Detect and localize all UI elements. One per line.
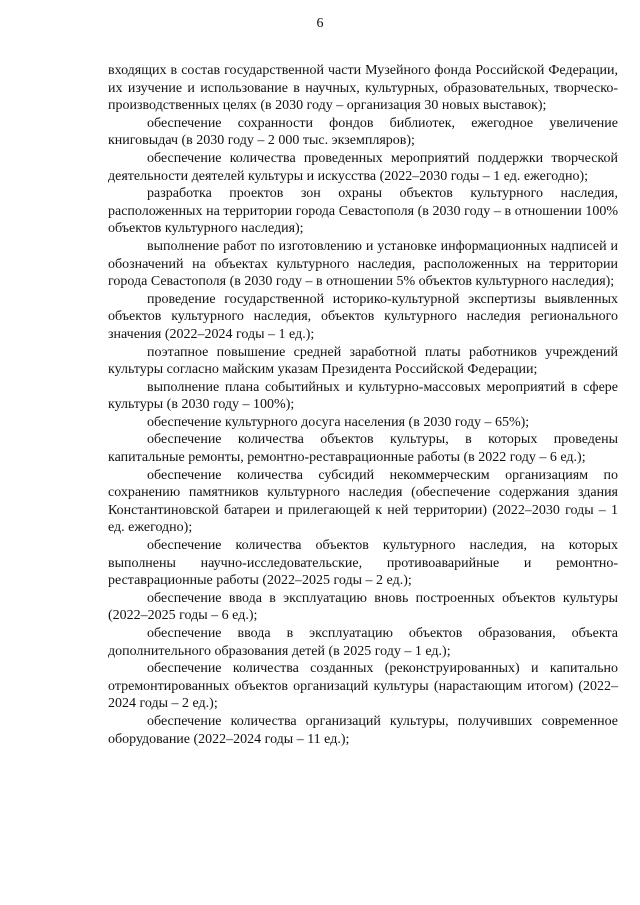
paragraph: обеспечение количества проведенных мероприятий поддержки творческой деятельности деятелей культуры и искусства (2022–2030 годы – 1 ед. ежегодно); (108, 150, 618, 184)
paragraph: поэтапное повышение средней заработной платы работников учреждений культуры согласно майским указам Президента Российской Федерации; (108, 344, 618, 378)
paragraph: обеспечение количества объектов культурного наследия, на которых выполнены научно-исследовательские, противоаварийные и ремонтно-реставрационные работы (2022–2025 годы – 2 ед.); (108, 538, 618, 589)
paragraph: обеспечение количества субсидий некоммерческим организациям по сохранению памятников культурного наследия (обеспечение содержания здания Константиновской батареи и прилегающей к ней территории) (2022–2030 годы – 1 ед. ежегодно); (108, 467, 618, 536)
paragraph: проведение государственной историко-культурной экспертизы выявленных объектов культурного наследия, объектов культурного наследия регионального значения (2022–2024 годы – 1 ед.); (108, 291, 618, 342)
paragraph: обеспечение сохранности фондов библиотек, ежегодное увеличение книговыдач (в 2030 году – 2 000 тыс. экземпляров); (108, 115, 618, 149)
page-number: 6 (316, 16, 324, 31)
paragraph: выполнение работ по изготовлению и установке информационных надписей и обозначений на объектах культурного наследия, расположенных на территории города Севастополя (в 2030 году – в отношении 5% объектов культурного наследия); (108, 238, 618, 290)
paragraph: обеспечение ввода в эксплуатацию вновь построенных объектов культуры (2022–2025 годы – 6 ед.); (108, 590, 618, 624)
document-body (108, 62, 618, 748)
paragraph: выполнение плана событийных и культурно-массовых мероприятий в сфере культуры (в 2030 году – 100%); (108, 379, 618, 413)
paragraph: входящих в состав государственной части Музейного фонда Российской Федерации, их изучение и использование в научных, культурных, образовательных, творческо-производственных целях (в 2030 году – организация 30 новых выставок); (108, 63, 618, 114)
paragraph: обеспечение ввода в эксплуатацию объектов образования, объекта дополнительного образования детей (в 2025 году – 1 ед.); (108, 626, 618, 659)
paragraph: разработка проектов зон охраны объектов культурного наследия, расположенных на территории города Севастополя (в 2030 году – в отношении 100% объектов культурного наследия); (108, 186, 618, 237)
paragraph: обеспечение культурного досуга населения (в 2030 году – 65%); (147, 414, 530, 430)
paragraph: обеспечение количества созданных (реконструированных) и капитально отремонтированных объектов организаций культуры (нарастающим итогом) (2022–2024 годы – 2 ед.); (108, 661, 618, 712)
paragraph: обеспечение количества объектов культуры, в которых проведены капитальные ремонты, ремонтно-реставрационные работы (в 2022 году – 6 ед.); (108, 432, 618, 466)
paragraph: обеспечение количества организаций культуры, получивших современное оборудование (2022–2024 годы – 11 ед.); (108, 713, 618, 747)
